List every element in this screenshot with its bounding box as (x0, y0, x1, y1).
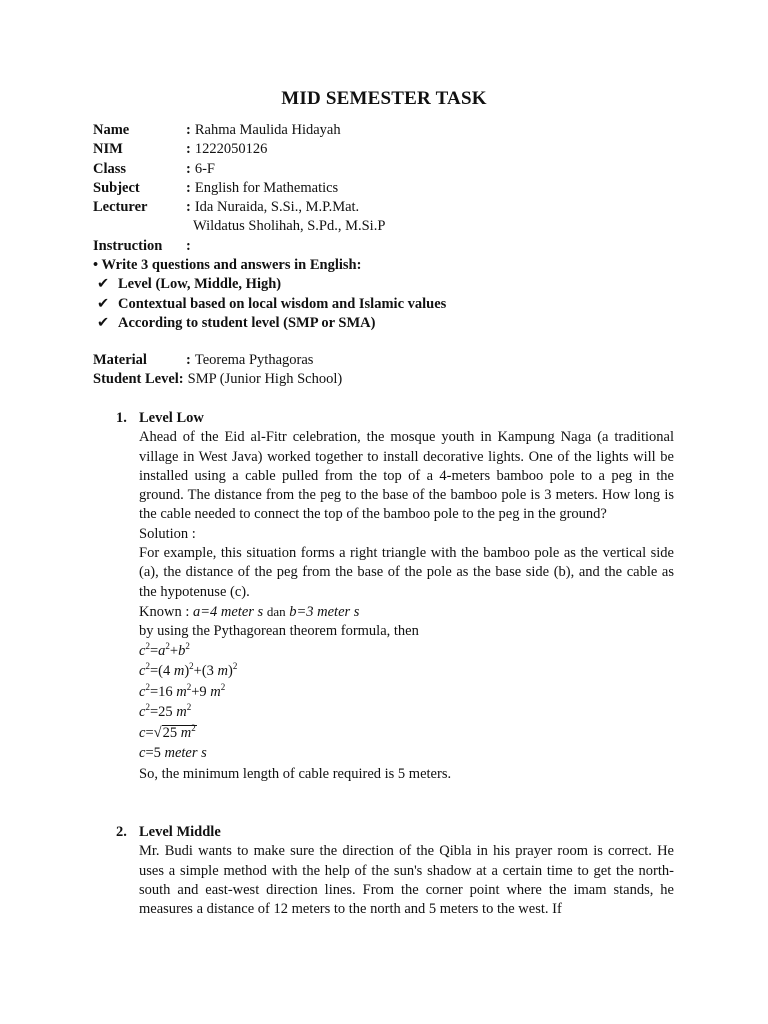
formula-intro: by using the Pythagorean theorem formula, then (139, 623, 419, 640)
equation-2: $c^2=(4$ m)$^2$+(3 m)$^2$ (139, 661, 238, 680)
document-title: MID SEMESTER TASK (281, 88, 487, 109)
equation-5: c=√25 $m^2$ (139, 722, 196, 741)
question-2-heading: 2. Level Middle (116, 824, 221, 840)
solution-text: For example, this situation forms a right triangle with the bamboo pole as the vertical side (a), the distance of the peg from the base of the pole as the base side (b), and the cable as the hypotenuse (c). (139, 545, 674, 600)
lecturer-second: Wildatus Sholihah, S.Pd., M.Si.P (193, 218, 386, 235)
equation-1: $c^2=a^2+b^2$ (139, 640, 190, 659)
question-1 (116, 409, 674, 784)
check-icon: ✔ (97, 314, 110, 331)
material-info (93, 351, 342, 390)
instruction-main: • Write 3 questions and answers in English: (93, 257, 362, 274)
equation-6: c=5 meter s (139, 745, 207, 762)
header-info (93, 121, 446, 333)
equation-3: $c^2=16$ $m^2+9$ $m^2$ (139, 681, 226, 700)
solution-label: Solution : (139, 525, 196, 542)
question-1-heading: 1. Level Low (116, 410, 204, 426)
field-student-level: Student Level : SMP (Junior High School) (93, 371, 343, 388)
field-nim: NIM : 1222050126 (93, 141, 268, 158)
field-subject: Subject : English for Mathematics (93, 179, 339, 196)
instruction-item: ✔ According to student level (SMP or SMA) (93, 314, 446, 333)
field-class: Class : 6-F (93, 160, 215, 177)
question-1-text: Ahead of the Eid al-Fitr celebration, the mosque youth in Kampung Naga (a traditional village in West Java) worked together to install decorative lights. One of the lights will be installed using a cable pulled from the top of a 4-meters bamboo pole to a peg in the ground. The distance from the peg to the base of the bamboo pole is 3 meters. How long is the cable needed to connect the top of the bamboo pole to the peg in the ground? (139, 429, 674, 523)
question-2 (116, 823, 674, 919)
instruction-item: ✔ Contextual based on local wisdom and Islamic values (93, 295, 446, 314)
field-lecturer: Lecturer : Ida Nuraida, S.Si., M.P.Mat. (93, 199, 360, 216)
instruction-label-row: Instruction : (93, 237, 191, 254)
square-root-icon: √ (153, 724, 162, 741)
conclusion-text: So, the minimum length of cable required is 5 meters. (139, 765, 452, 782)
field-material: Material : Teorema Pythagoras (93, 352, 314, 368)
question-2-text: Mr. Budi wants to make sure the direction of the Qibla in his prayer room is correct. He uses a simple method with the help of the sun's shadow at a certain time to get the north-south and east-west direction lines. From the corner point where the imam stands, he measures a distance of 12 meters to the north and 5 meters to the west. If (139, 843, 674, 918)
check-icon: ✔ (97, 276, 110, 293)
instruction-item: ✔ Level (Low, Middle, High) (93, 275, 446, 294)
equation-4: $c^2=25$ $m^2$ (139, 702, 192, 721)
instruction-list (93, 275, 446, 333)
check-icon: ✔ (97, 295, 110, 312)
field-name: Name : Rahma Maulida Hidayah (93, 122, 341, 138)
known-line: Known : a=4 meter s dan b=3 meter s (139, 603, 360, 620)
